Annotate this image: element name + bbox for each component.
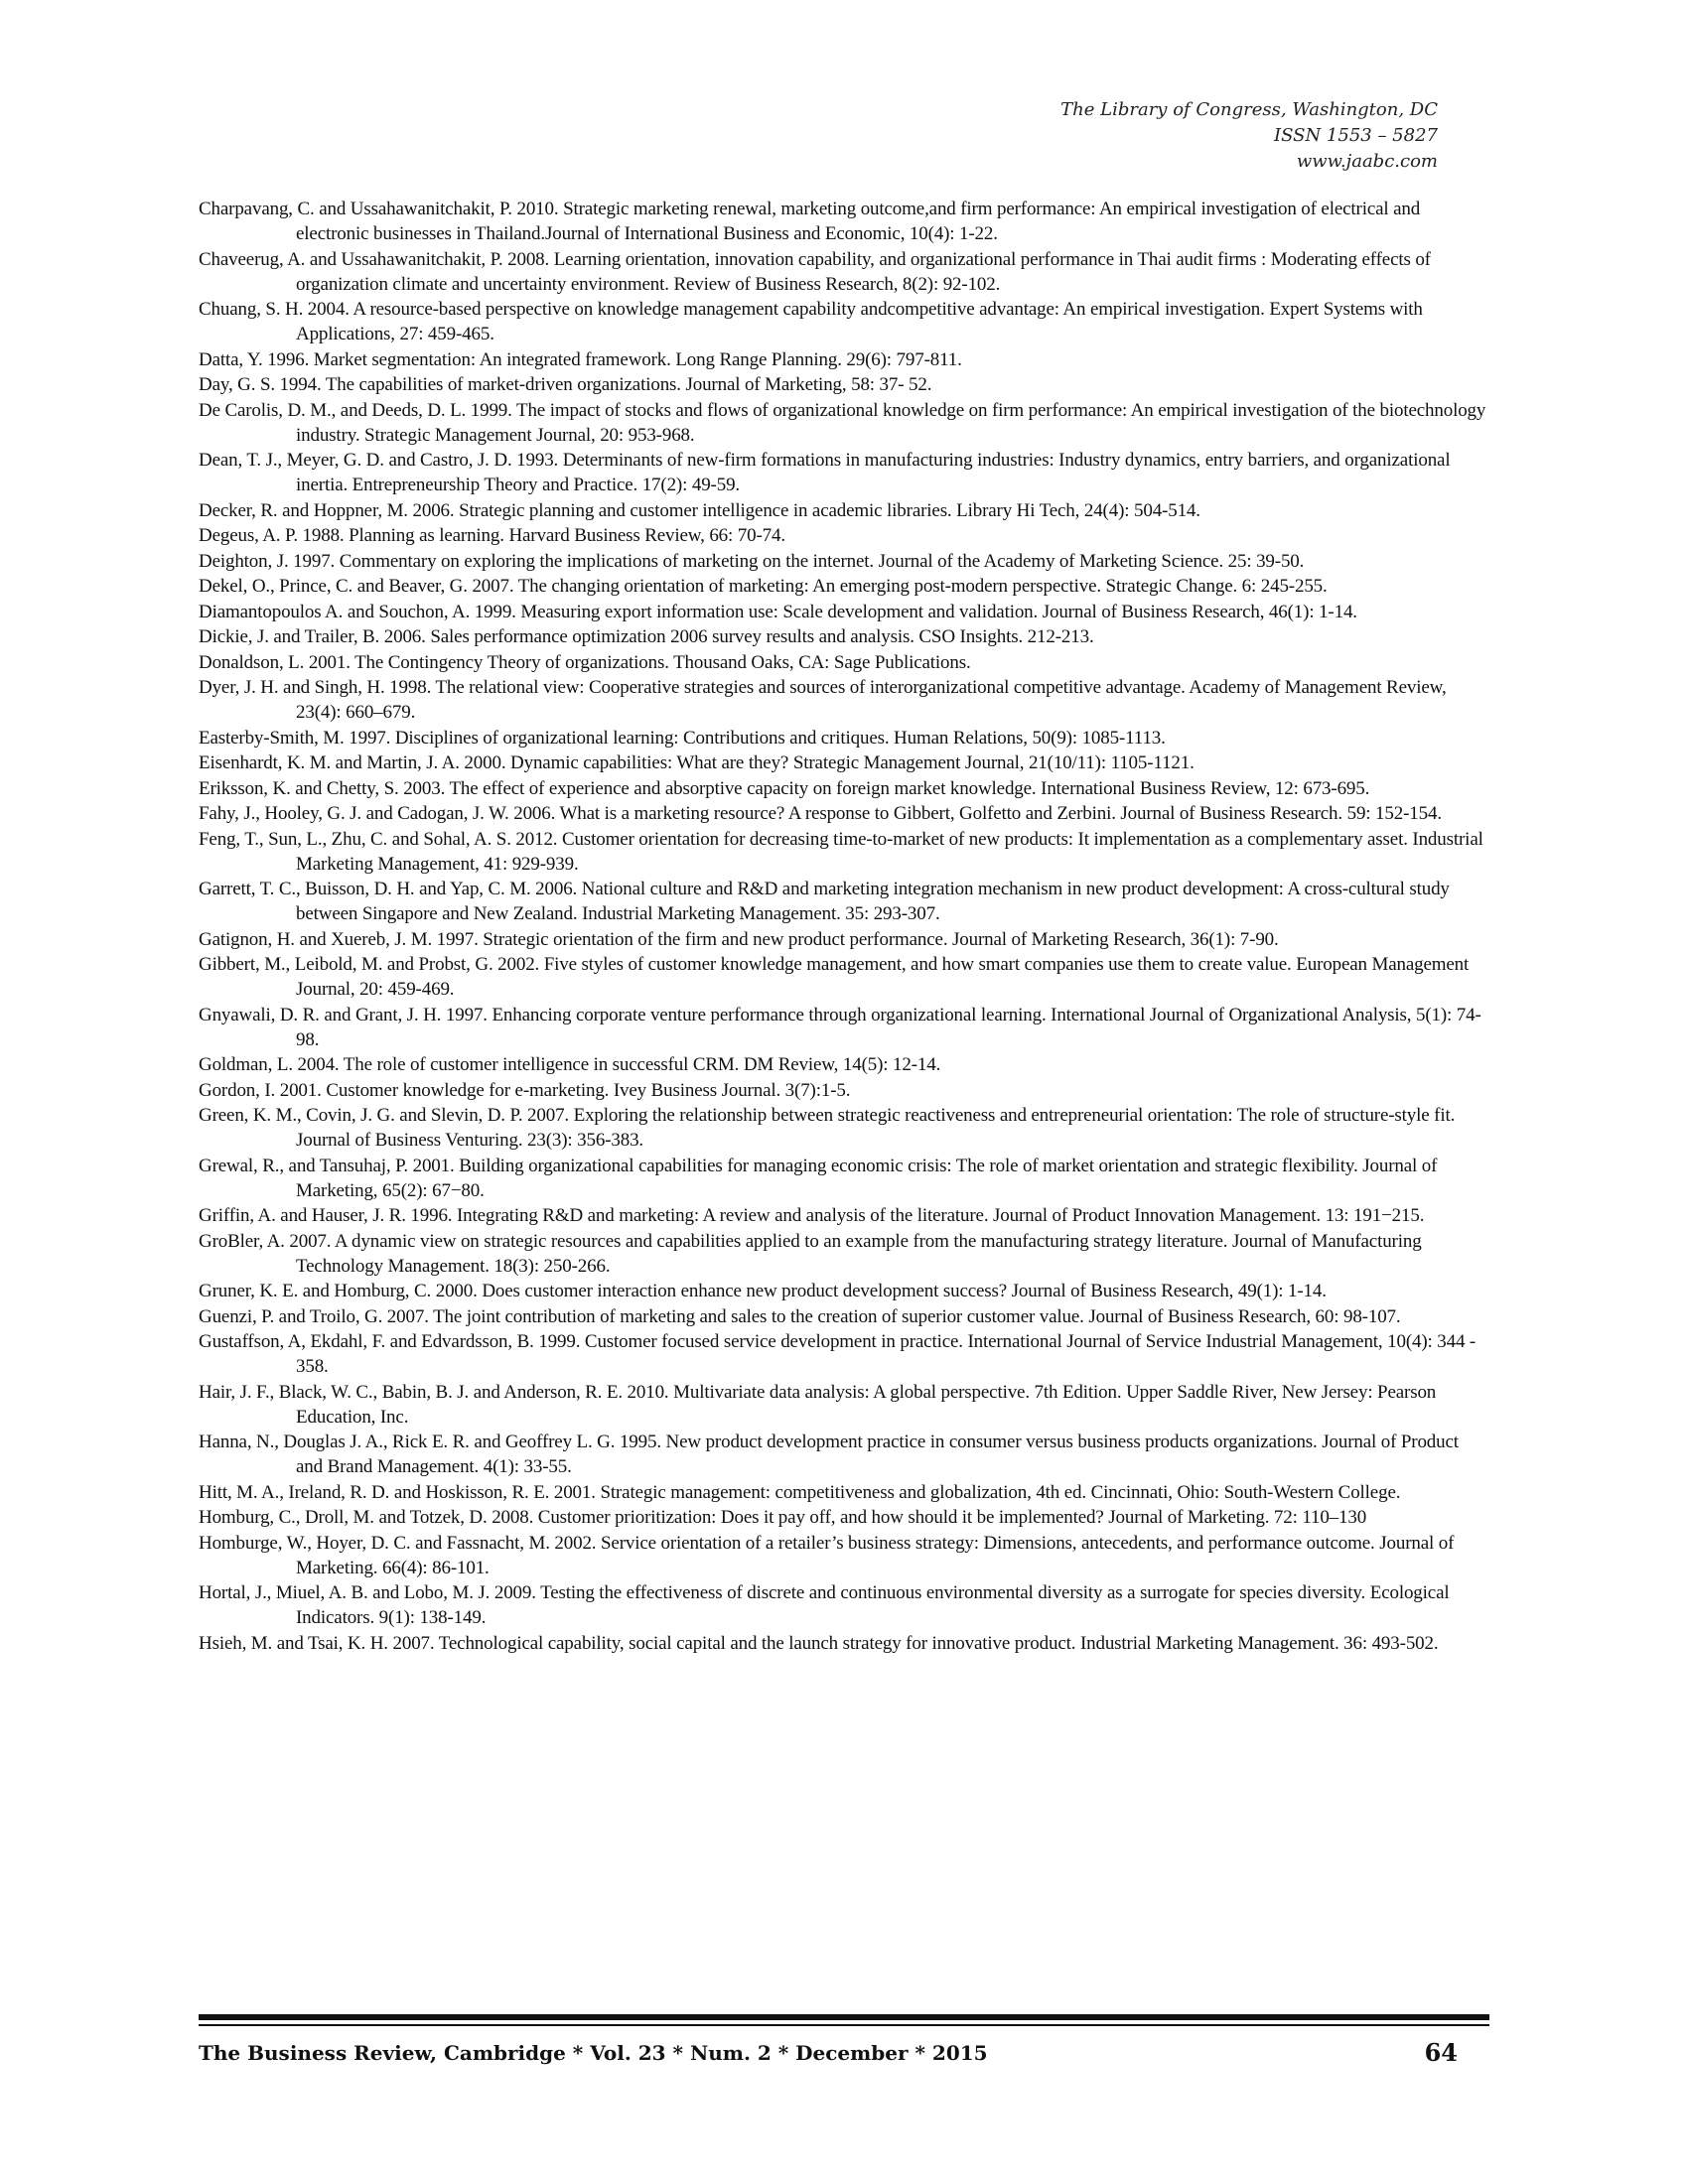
reference-entry: Chuang, S. H. 2004. A resource-based perspective on knowledge management capability andcompetitive advantage: An empirical investigation. Expert Systems with Applications, 27: 459-465. xyxy=(199,299,1423,344)
reference-entry: Fahy, J., Hooley, G. J. and Cadogan, J. W. 2006. What is a marketing resource? A response to Gibbert, Golfetto and Zerbini. Journal of Business Research. 59: 152-154. xyxy=(199,803,1442,824)
reference-entry: Dean, T. J., Meyer, G. D. and Castro, J. D. 1993. Determinants of new-firm formations in manufacturing industries: Industry dynamics, entry barriers, and organizational inertia. Entrepreneurship Theory and Practice. 17(2): 49-59. xyxy=(199,450,1451,495)
reference-entry: Datta, Y. 1996. Market segmentation: An integrated framework. Long Range Planning. 29(6): 797-811. xyxy=(199,348,962,370)
header-issn: ISSN 1553 – 5827 xyxy=(1274,125,1438,146)
reference-entry: Gnyawali, D. R. and Grant, J. H. 1997. Enhancing corporate venture performance through organizational learning. International Journal of Organizational Analysis, 5(1): 74-98. xyxy=(199,1004,1481,1050)
reference-entry: Dyer, J. H. and Singh, H. 1998. The relational view: Cooperative strategies and sources of interorganizational competitive advantage. Academy of Management Review, 23(4): 660–679. xyxy=(199,677,1447,723)
reference-entry: Eisenhardt, K. M. and Martin, J. A. 2000. Dynamic capabilities: What are they? Strategic Management Journal, 21(10/11): 1105-1121. xyxy=(199,752,1195,773)
reference-entry: Gatignon, H. and Xuereb, J. M. 1997. Strategic orientation of the firm and new product performance. Journal of Marketing Research, 36(1): 7-90. xyxy=(199,928,1279,950)
reference-entry: GroBler, A. 2007. A dynamic view on strategic resources and capabilities applied to an example from the manufacturing strategy literature. Journal of Manufacturing Technology Management. 18(3): 250-266. xyxy=(199,1230,1422,1277)
header-library: The Library of Congress, Washington, DC xyxy=(1060,99,1438,120)
reference-entry: Garrett, T. C., Buisson, D. H. and Yap, C. M. 2006. National culture and R&D and marketing integration mechanism in new product development: A cross-cultural study between Singapore and New Zealand. Industrial Marketing Management. 35: 293-307. xyxy=(199,879,1450,924)
reference-entry: Hanna, N., Douglas J. A., Rick E. R. and Geoffrey L. G. 1995. New product development practice in consumer versus business products organizations. Journal of Product and Brand Management. 4(1): 33-55. xyxy=(199,1432,1459,1477)
reference-entry: Charpavang, C. and Ussahawanitchakit, P. 2010. Strategic marketing renewal, marketing outcome,and firm performance: An empirical investigation of electrical and electronic businesses in Thailand.Journal of International Business and Economic, 10(4): 1-22. xyxy=(199,199,1421,244)
reference-entry: Gruner, K. E. and Homburg, C. 2000. Does customer interaction enhance new product development success? Journal of Business Research, 49(1): 1-14. xyxy=(199,1281,1327,1301)
reference-entry: Homburge, W., Hoyer, D. C. and Fassnacht, M. 2002. Service orientation of a retailer’s business strategy: Dimensions, antecedents, and performance outcome. Journal of Marketing. 66(4): 86-101. xyxy=(199,1532,1455,1578)
reference-entry: Gibbert, M., Leibold, M. and Probst, G. 2002. Five styles of customer knowledge management, and how smart companies use them to create value. European Management Journal, 20: 459-469. xyxy=(199,954,1470,1000)
reference-entry: Hortal, J., Miuel, A. B. and Lobo, M. J. 2009. Testing the effectiveness of discrete and continuous environmental diversity as a surrogate for species diversity. Ecological Indicators. 9(1): 138-149. xyxy=(199,1582,1450,1628)
footer-journal-info: The Business Review, Cambridge * Vol. 23 * Num. 2 * December * 2015 xyxy=(199,2041,988,2065)
reference-entry: Homburg, C., Droll, M. and Totzek, D. 2008. Customer prioritization: Does it pay off, and how should it be implemented? Journal of Marketing. 72: 110–130 xyxy=(199,1507,1367,1528)
reference-entry: Day, G. S. 1994. The capabilities of market-driven organizations. Journal of Marketing, 58: 37- 52. xyxy=(199,374,932,395)
reference-entry: Griffin, A. and Hauser, J. R. 1996. Integrating R&D and marketing: A review and analysis of the literature. Journal of Product Innovation Management. 13: 191−215. xyxy=(199,1205,1425,1226)
reference-entry: Goldman, L. 2004. The role of customer intelligence in successful CRM. DM Review, 14(5): 12-14. xyxy=(199,1054,941,1075)
reference-entry: Gordon, I. 2001. Customer knowledge for e-marketing. Ivey Business Journal. 3(7):1-5. xyxy=(199,1079,851,1101)
reference-entry: Grewal, R., and Tansuhaj, P. 2001. Building organizational capabilities for managing economic crisis: The role of market orientation and strategic flexibility. Journal of Marketing, 65(2): 67−80. xyxy=(199,1155,1438,1201)
page-header xyxy=(1060,97,1438,175)
header-website: www.jaabc.com xyxy=(1296,151,1438,172)
reference-entry: Hair, J. F., Black, W. C., Babin, B. J. and Anderson, R. E. 2010. Multivariate data analysis: A global perspective. 7th Edition. Upper Saddle River, New Jersey: Pearson Education, Inc. xyxy=(199,1381,1437,1428)
reference-entry: Chaveerug, A. and Ussahawanitchakit, P. 2008. Learning orientation, innovation capability, and organizational performance in Thai audit firms : Moderating effects of organization climate and uncertainty environment. Review of Business Research, 8(2): 92-102. xyxy=(199,248,1431,295)
reference-list xyxy=(199,197,1489,1656)
page-number: 64 xyxy=(1424,2038,1458,2067)
reference-entry: Easterby-Smith, M. 1997. Disciplines of organizational learning: Contributions and critiques. Human Relations, 50(9): 1085-1113. xyxy=(199,727,1166,749)
reference-entry: Guenzi, P. and Troilo, G. 2007. The joint contribution of marketing and sales to the creation of superior customer value. Journal of Business Research, 60: 98-107. xyxy=(199,1305,1401,1327)
reference-entry: Deighton, J. 1997. Commentary on exploring the implications of marketing on the internet. Journal of the Academy of Marketing Science. 25: 39-50. xyxy=(199,550,1305,572)
page-footer xyxy=(199,2035,1489,2071)
reference-entry: Decker, R. and Hoppner, M. 2006. Strategic planning and customer intelligence in academic libraries. Library Hi Tech, 24(4): 504-514. xyxy=(199,499,1200,521)
reference-entry: Diamantopoulos A. and Souchon, A. 1999. Measuring export information use: Scale development and validation. Journal of Business Research, 46(1): 1-14. xyxy=(199,601,1357,622)
reference-entry: Dickie, J. and Trailer, B. 2006. Sales performance optimization 2006 survey results and analysis. CSO Insights. 212-213. xyxy=(199,626,1094,647)
reference-entry: Dekel, O., Prince, C. and Beaver, G. 2007. The changing orientation of marketing: An emerging post-modern perspective. Strategic Change. 6: 245-255. xyxy=(199,576,1328,597)
reference-entry: Donaldson, L. 2001. The Contingency Theory of organizations. Thousand Oaks, CA: Sage Publications. xyxy=(199,651,971,673)
reference-entry: Green, K. M., Covin, J. G. and Slevin, D. P. 2007. Exploring the relationship between strategic reactiveness and entrepreneurial orientation: The role of structure-style fit. Journal of Business Venturing. 23(3): 356-383. xyxy=(199,1105,1456,1151)
footer-rule-thick xyxy=(199,2014,1489,2020)
reference-entry: Hitt, M. A., Ireland, R. D. and Hoskisson, R. E. 2001. Strategic management: competitiveness and globalization, 4th ed. Cincinnati, Ohio: South-Western College. xyxy=(199,1481,1401,1503)
footer-rule-thin xyxy=(199,2024,1489,2026)
reference-entry: Gustaffson, A, Ekdahl, F. and Edvardsson, B. 1999. Customer focused service development in practice. International Journal of Service Industrial Management, 10(4): 344 - 358. xyxy=(199,1331,1477,1377)
reference-entry: De Carolis, D. M., and Deeds, D. L. 1999. The impact of stocks and flows of organizational knowledge on firm performance: An empirical investigation of the biotechnology industry. Strategic Management Journal, 20: 953-968. xyxy=(199,399,1486,446)
reference-entry: Feng, T., Sun, L., Zhu, C. and Sohal, A. S. 2012. Customer orientation for decreasing time-to-market of new products: It implementation as a complementary asset. Industrial Marketing Management, 41: 929-939. xyxy=(199,828,1483,875)
reference-entry: Eriksson, K. and Chetty, S. 2003. The effect of experience and absorptive capacity on foreign market knowledge. International Business Review, 12: 673-695. xyxy=(199,777,1370,799)
reference-entry: Hsieh, M. and Tsai, K. H. 2007. Technological capability, social capital and the launch strategy for innovative product. Industrial Marketing Management. 36: 493-502. xyxy=(199,1632,1439,1654)
reference-entry: Degeus, A. P. 1988. Planning as learning. Harvard Business Review, 66: 70-74. xyxy=(199,525,785,546)
